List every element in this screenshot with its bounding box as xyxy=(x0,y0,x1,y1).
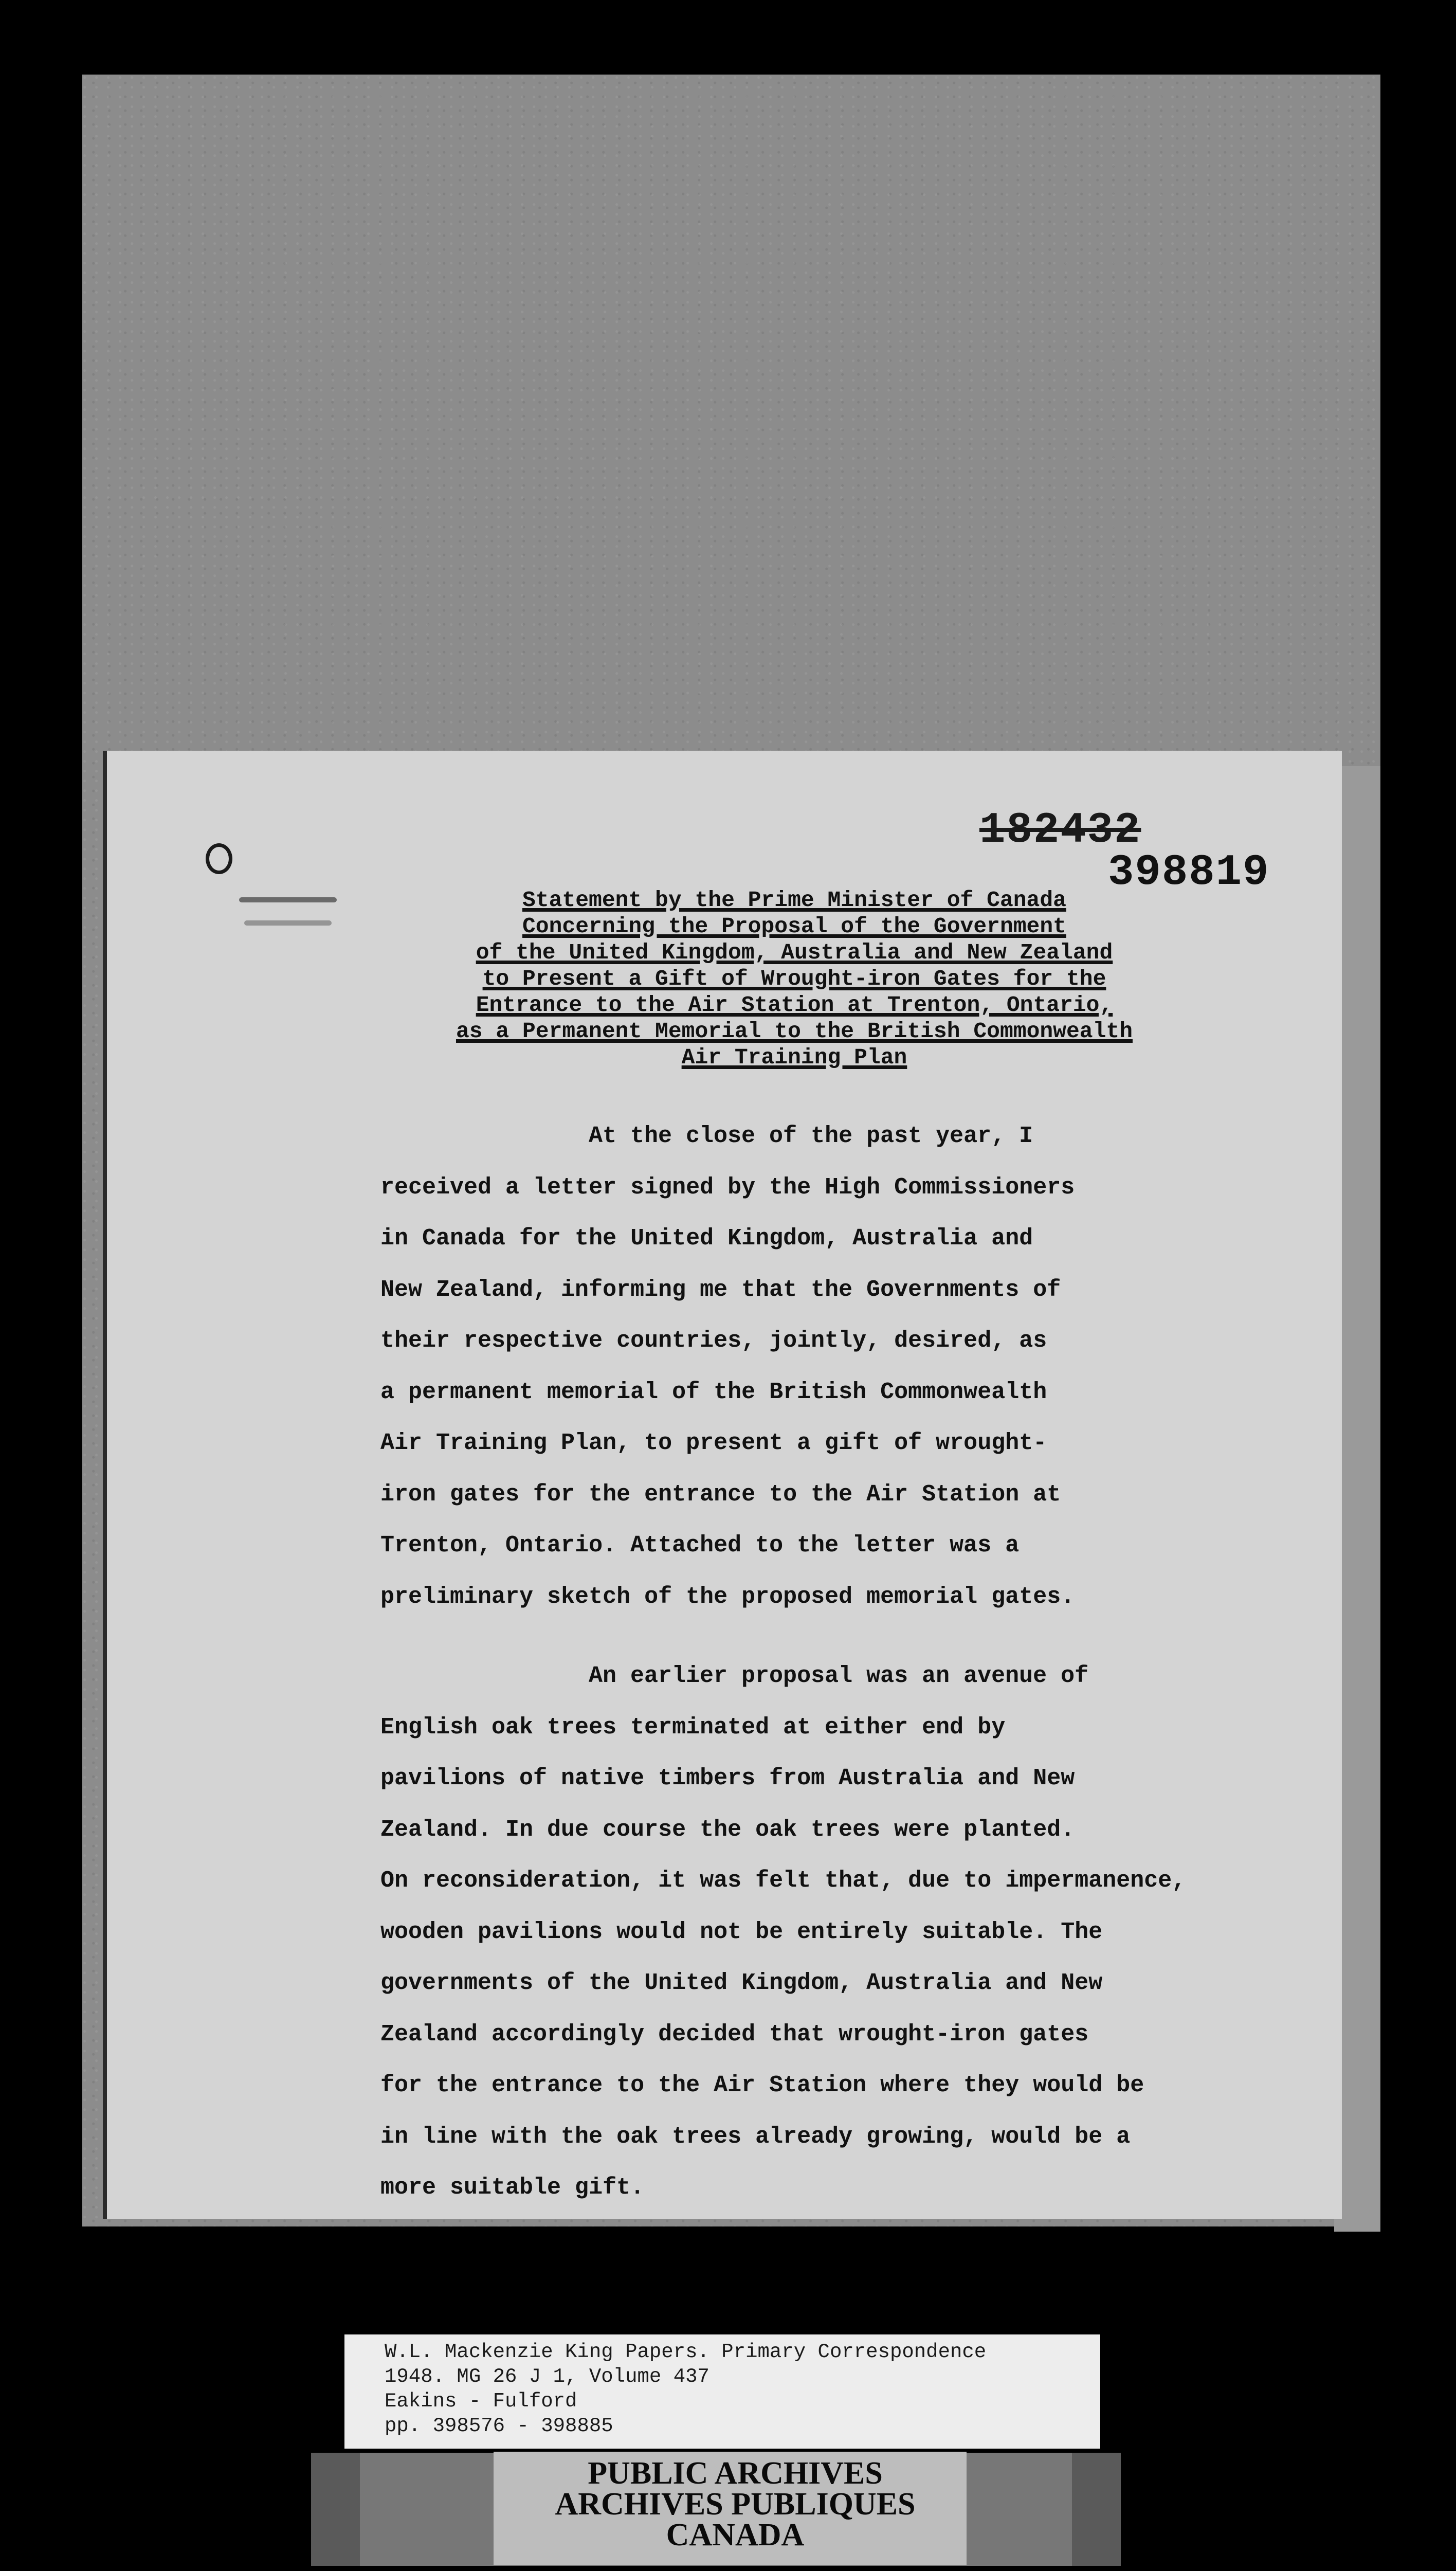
text-line: in Canada for the United Kingdom, Australia and xyxy=(380,1225,1033,1252)
label-line-pages: pp. 398576 - 398885 xyxy=(385,2415,613,2437)
label-line-collection: W.L. Mackenzie King Papers. Primary Correspondence xyxy=(385,2341,987,2363)
text-line: pavilions of native timbers from Australia and New xyxy=(380,1765,1075,1791)
text-line: a permanent memorial of the British Commonwealth xyxy=(380,1379,1047,1405)
stamp-line-english: PUBLIC ARCHIVES xyxy=(588,2456,883,2491)
title-line: as a Permanent Memorial to the British Commonwealth xyxy=(456,1019,1133,1044)
title-line: Entrance to the Air Station at Trenton, Ontario, xyxy=(476,992,1113,1018)
stamp-line-country: CANADA xyxy=(666,2518,805,2552)
margin-mark xyxy=(244,920,332,926)
text-line: for the entrance to the Air Station where they would be xyxy=(380,2072,1144,2098)
title-line: Concerning the Proposal of the Government xyxy=(522,914,1066,939)
paragraph-2 xyxy=(380,1651,1306,2214)
paragraph-1 xyxy=(380,1111,1306,1622)
text-line: preliminary sketch of the proposed memorial gates. xyxy=(380,1583,1075,1610)
text-line: Trenton, Ontario. Attached to the letter was a xyxy=(380,1532,1020,1559)
text-line: more suitable gift. xyxy=(380,2175,645,2201)
title-line: Air Training Plan xyxy=(681,1045,907,1070)
text-line: Zealand accordingly decided that wrought-iron gates xyxy=(380,2021,1089,2048)
text-line: received a letter signed by the High Commissioners xyxy=(380,1174,1075,1201)
label-line-range: Eakins - Fulford xyxy=(385,2390,577,2413)
text-line: Zealand. In due course the oak trees were planted. xyxy=(380,1816,1075,1843)
title-line: Statement by the Prime Minister of Canada xyxy=(522,888,1066,913)
label-line-volume: 1948. MG 26 J 1, Volume 437 xyxy=(385,2365,709,2388)
text-line: New Zealand, informing me that the Governments of xyxy=(380,1276,1061,1303)
text-line: Air Training Plan, to present a gift of wrought- xyxy=(380,1430,1047,1456)
text-line: their respective countries, jointly, desired, as xyxy=(380,1328,1047,1354)
document-number-struck: 182432 xyxy=(979,806,1141,855)
text-line: governments of the United Kingdom, Australia and New xyxy=(380,1970,1103,1996)
text-line: wooden pavilions would not be entirely suitable. The xyxy=(380,1918,1103,1945)
title-line: to Present a Gift of Wrought-iron Gates for the xyxy=(482,966,1106,991)
margin-mark xyxy=(239,897,337,902)
text-line: in line with the oak trees already growing, would be a xyxy=(380,2123,1131,2150)
text-line: On reconsideration, it was felt that, due to impermanence, xyxy=(380,1868,1186,1894)
stamp-line-french: ARCHIVES PUBLIQUES xyxy=(555,2487,916,2522)
text-line: English oak trees terminated at either end by xyxy=(380,1714,1006,1741)
title-line: of the United Kingdom, Australia and New Zealand xyxy=(476,940,1113,965)
text-line: At the close of the past year, I xyxy=(589,1123,1033,1149)
document-number: 398819 xyxy=(1108,848,1270,897)
statement-title xyxy=(393,887,1195,1071)
text-line: iron gates for the entrance to the Air Station at xyxy=(380,1481,1061,1508)
text-line: An earlier proposal was an avenue of xyxy=(589,1663,1089,1689)
punch-hole xyxy=(206,843,232,874)
